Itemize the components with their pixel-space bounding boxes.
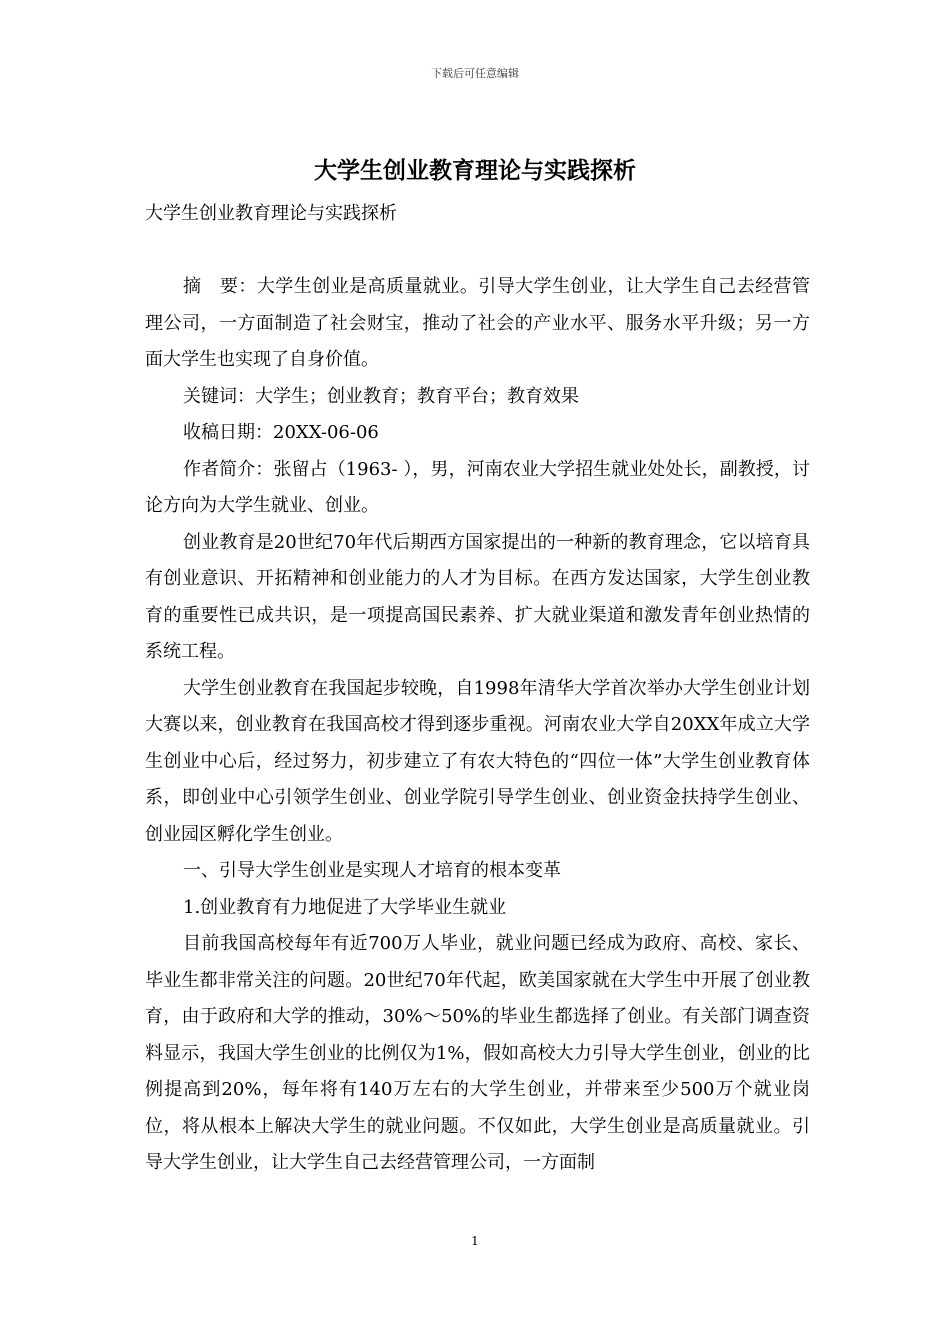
subsection-heading: 1.创业教育有力地促进了大学毕业生就业 — [183, 896, 507, 918]
section-heading: 一、引导大学生创业是实现人才培育的根本变革 — [183, 860, 561, 881]
page-number: 1 — [471, 1234, 479, 1248]
page-header: 下载后可任意编辑 — [431, 67, 519, 80]
keywords-line: 关键词：大学生；创业教育；教育平台；教育效果 — [183, 385, 579, 407]
body-paragraph: 创业教育是20世纪70年代后期西方国家提出的一种新的教育理念，它以培育具有创业意识、开拓精神和创业能力的人才为目标。在西方发达国家，大学生创业教育的重要性已成共识，是一项提高国民素养、扩大就业渠道和激发青年创业热情的系统工程。 — [145, 531, 810, 662]
author-bio-paragraph: 作者简介：张留占（1963- ），男，河南农业大学招生就业处处长，副教授，讨论方向为大学生就业、创业。 — [145, 458, 810, 516]
body-paragraph: 大学生创业教育在我国起步较晚，自1998年清华大学首次举办大学生创业计划大赛以来，创业教育在我国高校才得到逐步重视。河南农业大学自20XX年成立大学生创业中心后，经过努力，初步建立了有农大特色的“四位一体”大学生创业教育体系，即创业中心引领学生创业、创业学院引导学生创业、创业资金扶持学生创业、创业园区孵化学生创业。 — [145, 677, 810, 845]
document-title: 大学生创业教育理论与实践探析 — [314, 157, 636, 184]
received-date-line: 收稿日期：20XX-06-06 — [183, 422, 379, 443]
document-subtitle: 大学生创业教育理论与实践探析 — [145, 203, 397, 224]
body-paragraph: 目前我国高校每年有近700万人毕业，就业问题已经成为政府、高校、家长、毕业生都非常关注的问题。20世纪70年代起，欧美国家就在大学生中开展了创业教育，由于政府和大学的推动，30%～50%的毕业生都选择了创业。有关部门调查资料显示，我国大学生创业的比例仅为1%，假如高校大力引导大学生创业，创业的比例提高到20%，每年将有140万左右的大学生创业，并带来至少500万个就业岗位，将从根本上解决大学生的就业问题。不仅如此，大学生创业是高质量就业。引导大学生创业，让大学生自己去经营管理公司，一方面制 — [145, 933, 810, 1173]
abstract-paragraph: 摘 要：大学生创业是高质量就业。引导大学生创业，让大学生自己去经营管理公司，一方面制造了社会财宝，推动了社会的产业水平、服务水平升级；另一方面大学生也实现了自身价值。 — [145, 276, 810, 370]
document-body — [145, 196, 810, 1182]
